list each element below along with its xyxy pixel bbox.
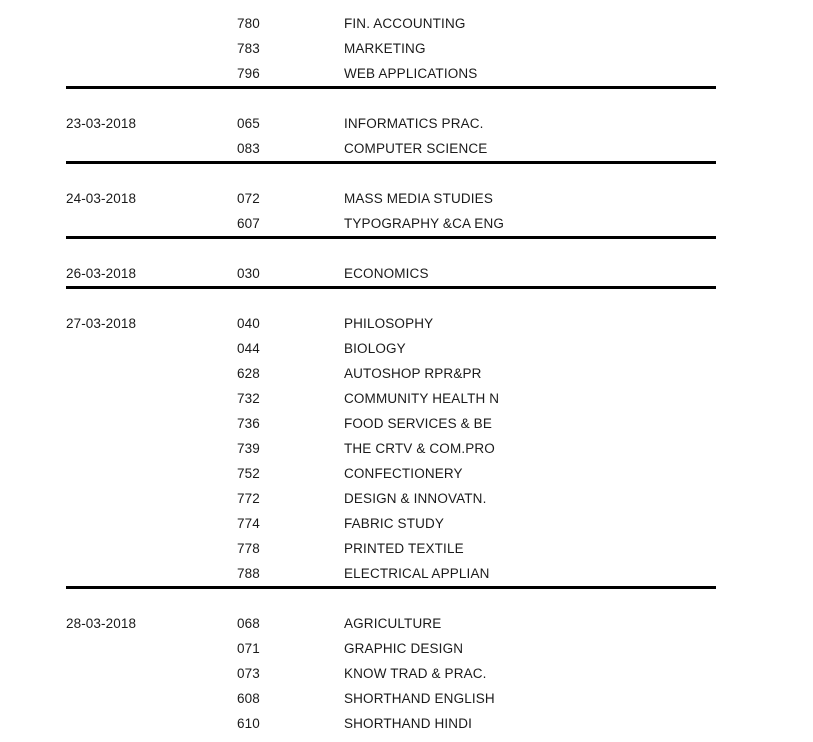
- subject-name-cell: SHORTHAND ENGLISH: [344, 691, 495, 706]
- table-row: [0, 611, 813, 636]
- datesheet-groups: [0, 11, 813, 736]
- date-group: [0, 311, 813, 586]
- table-row: [0, 136, 813, 161]
- subject-name-cell: DESIGN & INNOVATN.: [344, 491, 487, 506]
- subject-code-cell: 774: [237, 516, 260, 531]
- date-group: [0, 261, 813, 286]
- subject-code-cell: 083: [237, 141, 260, 156]
- subject-code-cell: 796: [237, 66, 260, 81]
- subject-name-cell: TYPOGRAPHY &CA ENG: [344, 216, 504, 231]
- table-row: [0, 561, 813, 586]
- table-row: [0, 211, 813, 236]
- exam-date-cell: 24-03-2018: [66, 191, 137, 206]
- group-separator-rule: [66, 161, 716, 164]
- subject-name-cell: PRINTED TEXTILE: [344, 541, 464, 556]
- subject-name-cell: CONFECTIONERY: [344, 466, 463, 481]
- table-row: [0, 711, 813, 736]
- subject-code-cell: 780: [237, 16, 260, 31]
- table-row: [0, 361, 813, 386]
- group-spacer: [0, 289, 813, 311]
- group-spacer: [0, 239, 813, 261]
- group-separator-rule: [66, 236, 716, 239]
- subject-code-cell: 778: [237, 541, 260, 556]
- subject-code-cell: 607: [237, 216, 260, 231]
- subject-name-cell: GRAPHIC DESIGN: [344, 641, 464, 656]
- table-row: [0, 61, 813, 86]
- table-row: [0, 686, 813, 711]
- exam-date-cell: 27-03-2018: [66, 316, 137, 331]
- subject-code-cell: 072: [237, 191, 260, 206]
- subject-code-cell: 739: [237, 441, 260, 456]
- subject-name-cell: KNOW TRAD & PRAC.: [344, 666, 487, 681]
- subject-name-cell: FOOD SERVICES & BE: [344, 416, 492, 431]
- table-row: [0, 111, 813, 136]
- table-row: [0, 261, 813, 286]
- table-row: [0, 336, 813, 361]
- subject-name-cell: INFORMATICS PRAC.: [344, 116, 484, 131]
- subject-code-cell: 044: [237, 341, 260, 356]
- group-spacer: [0, 589, 813, 611]
- subject-name-cell: FABRIC STUDY: [344, 516, 445, 531]
- subject-code-cell: 608: [237, 691, 260, 706]
- table-row: [0, 486, 813, 511]
- subject-name-cell: PHILOSOPHY: [344, 316, 434, 331]
- subject-name-cell: AGRICULTURE: [344, 616, 442, 631]
- exam-date-cell: 23-03-2018: [66, 116, 137, 131]
- subject-code-cell: 073: [237, 666, 260, 681]
- table-row: [0, 386, 813, 411]
- table-row: [0, 11, 813, 36]
- date-group: [0, 186, 813, 236]
- subject-code-cell: 736: [237, 416, 260, 431]
- table-row: [0, 636, 813, 661]
- group-spacer: [0, 164, 813, 186]
- subject-name-cell: COMMUNITY HEALTH N: [344, 391, 500, 406]
- group-separator-rule: [66, 86, 716, 89]
- subject-name-cell: AUTOSHOP RPR&PR: [344, 366, 482, 381]
- date-group: [0, 611, 813, 736]
- subject-name-cell: BIOLOGY: [344, 341, 406, 356]
- group-separator-rule: [66, 286, 716, 289]
- subject-code-cell: 610: [237, 716, 260, 731]
- subject-code-cell: 628: [237, 366, 260, 381]
- table-row: [0, 436, 813, 461]
- subject-code-cell: 772: [237, 491, 260, 506]
- table-row: [0, 186, 813, 211]
- subject-name-cell: FIN. ACCOUNTING: [344, 16, 466, 31]
- table-row: [0, 511, 813, 536]
- group-spacer: [0, 89, 813, 111]
- table-row: [0, 661, 813, 686]
- table-row: [0, 311, 813, 336]
- subject-code-cell: 071: [237, 641, 260, 656]
- date-group: [0, 11, 813, 86]
- subject-name-cell: COMPUTER SCIENCE: [344, 141, 488, 156]
- date-group: [0, 111, 813, 161]
- subject-name-cell: MARKETING: [344, 41, 426, 56]
- table-row: [0, 461, 813, 486]
- subject-code-cell: 788: [237, 566, 260, 581]
- subject-name-cell: THE CRTV & COM.PRO: [344, 441, 495, 456]
- subject-code-cell: 752: [237, 466, 260, 481]
- subject-code-cell: 040: [237, 316, 260, 331]
- subject-code-cell: 732: [237, 391, 260, 406]
- subject-code-cell: 068: [237, 616, 260, 631]
- subject-name-cell: MASS MEDIA STUDIES: [344, 191, 493, 206]
- table-row: [0, 536, 813, 561]
- page-top-padding: [0, 0, 813, 11]
- subject-code-cell: 030: [237, 266, 260, 281]
- table-row: [0, 411, 813, 436]
- subject-name-cell: ECONOMICS: [344, 266, 429, 281]
- subject-code-cell: 065: [237, 116, 260, 131]
- subject-name-cell: WEB APPLICATIONS: [344, 66, 478, 81]
- group-separator-rule: [66, 586, 716, 589]
- exam-date-cell: 26-03-2018: [66, 266, 137, 281]
- exam-date-cell: 28-03-2018: [66, 616, 137, 631]
- subject-name-cell: ELECTRICAL APPLIAN: [344, 566, 490, 581]
- table-row: [0, 36, 813, 61]
- subject-code-cell: 783: [237, 41, 260, 56]
- subject-name-cell: SHORTHAND HINDI: [344, 716, 473, 731]
